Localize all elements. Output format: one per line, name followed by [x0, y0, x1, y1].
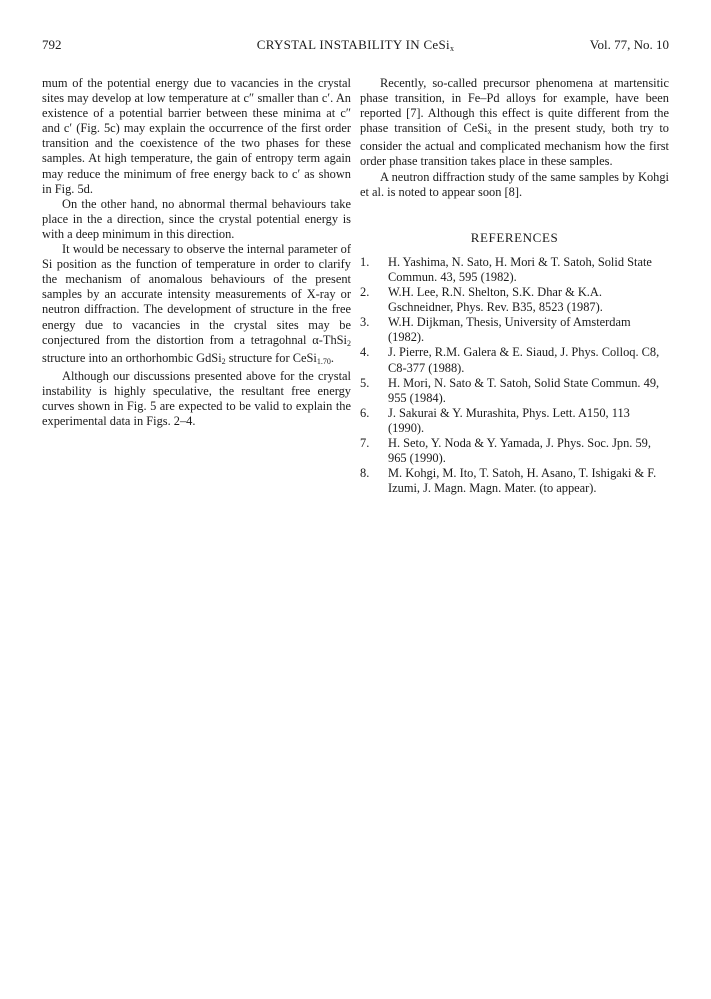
right-paragraph-1-part-a: Recently, so-called precursor phenomena at martensitic phase transition, in Fe–Pd alloys for example, have been reported [7]. Although this effect is quite different from the phase transition of CeSi — [360, 76, 669, 136]
reference-number: 3. — [360, 315, 370, 330]
reference-text: M. Kohgi, M. Ito, T. Satoh, H. Asano, T. Ishigaki & F. Izumi, J. Magn. Magn. Mater. (to appear). — [388, 466, 657, 496]
reference-item — [360, 376, 669, 406]
right-column — [360, 76, 669, 496]
reference-item — [360, 285, 669, 315]
left-paragraph-3 — [42, 242, 351, 369]
right-paragraph-1 — [360, 76, 669, 170]
reference-number: 8. — [360, 466, 370, 481]
reference-item — [360, 345, 669, 375]
left-paragraph-3-part-d: . — [330, 350, 334, 365]
running-title-text: CRYSTAL INSTABILITY IN CeSi — [256, 37, 450, 52]
left-column — [42, 76, 351, 429]
page-number: 792 — [42, 37, 62, 52]
left-paragraph-3-subscript-1: 2 — [347, 338, 351, 348]
right-paragraph-1-subscript: x — [487, 127, 492, 137]
left-paragraph-3-subscript-2: 2 — [221, 356, 226, 366]
reference-item — [360, 466, 669, 496]
reference-number: 2. — [360, 285, 370, 300]
left-paragraph-3-part-c: structure for CeSi — [225, 350, 317, 365]
reference-number: 1. — [360, 254, 370, 269]
right-paragraph-1-part-b: in the present study, both try to consider the actual and complicated mechanism how the first order phase transition takes place in these samples. — [360, 121, 670, 169]
left-paragraph-3-part-b: structure into an orthorhombic GdSi — [42, 350, 222, 365]
reference-number: 5. — [360, 375, 370, 390]
reference-number: 6. — [360, 405, 370, 420]
reference-item — [360, 255, 669, 285]
left-paragraph-3-part-a: It would be necessary to observe the internal parameter of Si position as the function of temperature in order to clarify the mechanism of anomalous behaviours of the present samples by an accurate intensity measurements of X-ray or neutron diffraction. The development of structure in the free energy due to vacancies in the crystal sites may be conjectured from the distortion from a tetragohnal α-ThSi — [42, 242, 351, 347]
reference-item — [360, 436, 669, 466]
reference-item — [360, 406, 669, 436]
reference-text: H. Yashima, N. Sato, H. Mori & T. Satoh, Solid State Commun. 43, 595 (1982). — [388, 254, 652, 284]
reference-item — [360, 315, 669, 345]
reference-number: 7. — [360, 435, 370, 450]
running-header — [0, 37, 711, 55]
left-paragraph-3-subscript-3: 1.70 — [316, 356, 331, 366]
volume-info: Vol. 77, No. 10 — [589, 37, 669, 52]
reference-list — [360, 255, 669, 497]
references-heading: REFERENCES — [470, 229, 559, 245]
reference-text: W.H. Lee, R.N. Shelton, S.K. Dhar & K.A. Gschneidner, Phys. Rev. B35, 8523 (1987). — [388, 285, 603, 315]
reference-text: J. Pierre, R.M. Galera & E. Siaud, J. Phys. Colloq. C8, C8-377 (1988). — [388, 345, 660, 375]
reference-text: W.H. Dijkman, Thesis, University of Amsterdam (1982). — [388, 315, 631, 345]
reference-number: 4. — [360, 345, 370, 360]
left-paragraph-2: On the other hand, no abnormal thermal behaviours take place in the a direction, since the crystal potential energy is with a deep minimum in this direction. — [42, 196, 351, 241]
right-paragraph-2: A neutron diffraction study of the same samples by Kohgi et al. is noted to appear soon [8]. — [360, 169, 669, 199]
left-paragraph-4: Although our discussions presented above for the crystal instability is highly speculative, the resultant free energy curves shown in Fig. 5 are expected to be valid to explain the experimental data in Figs. 2–4. — [42, 368, 351, 429]
reference-text: J. Sakurai & Y. Murashita, Phys. Lett. A150, 113 (1990). — [388, 405, 630, 435]
left-paragraph-1: mum of the potential energy due to vacancies in the crystal sites may develop at low temperature at c″ smaller than c′. An existence of a potential barrier between these minima at c″ and c′ (Fig. 5c) may explain the occurrence of the first order transition and the coexistence of the two phases for these samples. At high temperature, the gain of entropy term again may reduce the minimum of free energy back to c′ as shown in Fig. 5d. — [42, 76, 351, 196]
reference-text: H. Seto, Y. Noda & Y. Yamada, J. Phys. Soc. Jpn. 59, 965 (1990). — [388, 435, 651, 466]
reference-text: H. Mori, N. Sato & T. Satoh, Solid State Commun. 49, 955 (1984). — [388, 375, 660, 405]
running-title-subscript: x — [449, 44, 455, 53]
